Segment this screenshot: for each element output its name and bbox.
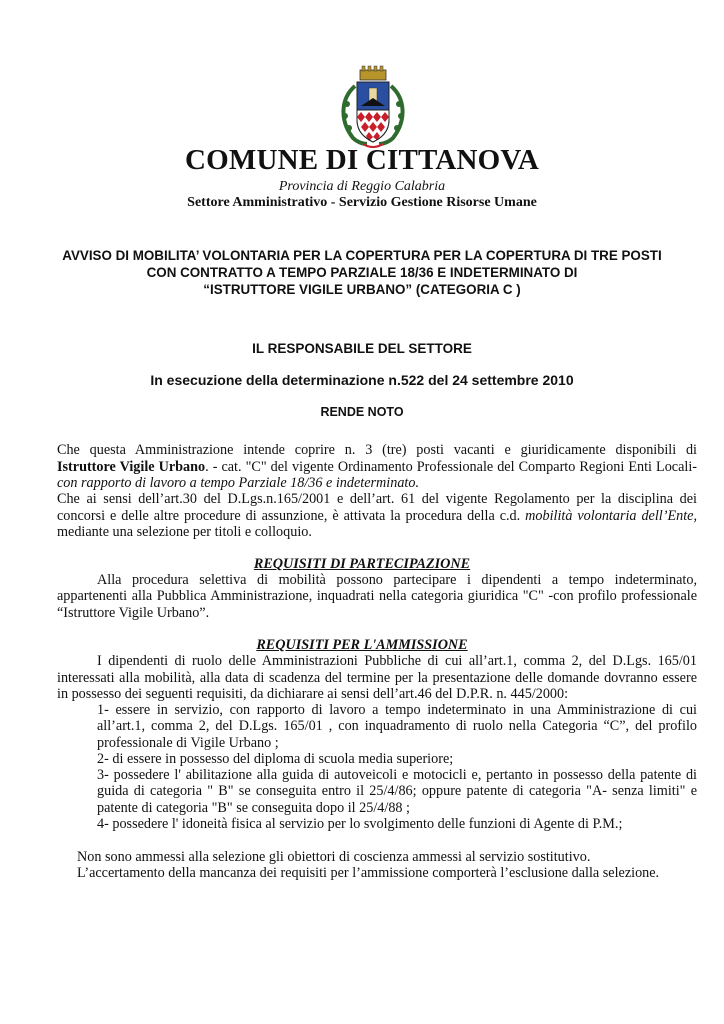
notice-title-line2: CON CONTRATTO A TEMPO PARZIALE 18/36 E INDETERMINATO DI bbox=[146, 265, 578, 280]
intro-p2-italic: mobilità volontaria dell’Ente, bbox=[525, 508, 697, 524]
province-subtitle: Provincia di Reggio Calabria bbox=[278, 179, 446, 194]
requirements-admission-heading: REQUISITI PER L'AMMISSIONE bbox=[256, 637, 468, 653]
intro-line3: con rapporto di lavoro a tempo Parziale 18/36 e indeterminato. bbox=[57, 475, 420, 491]
section2-line3: in possesso dei seguenti requisiti, da dichiarare ai sensi dell’art.46 del D.P.R. n. 445/2000: bbox=[57, 686, 569, 702]
responsible-heading: IL RESPONSABILE DEL SETTORE bbox=[252, 341, 472, 356]
section1-line3: “Istruttore Vigile Urbano”. bbox=[57, 605, 210, 621]
execution-line: In esecuzione della determinazione n.522 del 24 settembre 2010 bbox=[150, 372, 574, 388]
closing-line2: L’accertamento della mancanza dei requisiti per l’ammissione comporterà l’esclusione dalla selezione. bbox=[77, 865, 660, 881]
section2-line1: I dipendenti di ruolo delle Amministrazioni Pubbliche di cui all’art.1, comma 2, del D.Lgs. 165/01 bbox=[97, 653, 697, 669]
requirement-1-line3: professionale di Vigile Urbano ; bbox=[97, 735, 279, 751]
requirement-3-line3: patente di categoria "B" se conseguita dopo il 25/4/88 ; bbox=[97, 800, 410, 816]
intro-p2-line1: Che ai sensi dell’art.30 del D.Lgs.n.165/2001 e dell’art. 61 del vigente Regolamento per la disciplina dei bbox=[57, 491, 697, 507]
requirement-4: 4- possedere l' idoneità fisica al servizio per lo svolgimento delle funzioni di Agente di P.M.; bbox=[97, 816, 623, 832]
section1-line1: Alla procedura selettiva di mobilità possono partecipare i dipendenti a tempo indeterminato, bbox=[97, 572, 697, 588]
requirement-1-line2: all’art.1, comma 2, del D.Lgs. 165/01 , con inquadramento di ruolo nella Categoria “C”, del profilo bbox=[97, 718, 697, 734]
section1-line2: appartenenti alla Pubblica Amministrazione, inquadrati nella categoria giuridica "C" -con profilo professionale bbox=[57, 588, 697, 604]
intro-p2-text: concorsi e delle altre procedure di assunzione, è attivata la procedura della c.d. bbox=[57, 508, 521, 524]
municipality-title: COMUNE DI CITTANOVA bbox=[185, 144, 539, 176]
sector-subtitle: Settore Amministrativo - Servizio Gestione Risorse Umane bbox=[187, 195, 537, 210]
rende-noto-heading: RENDE NOTO bbox=[320, 405, 404, 419]
notice-title-line3: “ISTRUTTORE VIGILE URBANO” (CATEGORIA C ) bbox=[203, 282, 521, 297]
section2-line2: interessati alla mobilità, alla data di scadenza del termine per la presentazione delle domande dovranno essere bbox=[57, 670, 697, 686]
intro-category: . - cat. "C" del vigente Ordinamento Professionale del Comparto Regioni Enti Locali- bbox=[205, 459, 697, 475]
closing-line1: Non sono ammessi alla selezione gli obiettori di coscienza ammessi al servizio sostitutivo. bbox=[77, 849, 591, 865]
requirement-2: 2- di essere in possesso del diploma di scuola media superiore; bbox=[97, 751, 454, 767]
intro-line1: Che questa Amministrazione intende coprire n. 3 (tre) posti vacanti e giuridicamente disponibili di bbox=[57, 442, 697, 458]
coat-of-arms-icon bbox=[333, 64, 413, 150]
requirement-3-line1: 3- possedere l' abilitazione alla guida di autoveicoli e motocicli e, pertanto in possesso della patente di bbox=[97, 767, 697, 783]
intro-p2-line2 bbox=[57, 508, 697, 525]
intro-p2-line3: mediante una selezione per titoli e colloquio. bbox=[57, 524, 312, 540]
requirement-1-line1: 1- essere in servizio, con rapporto di lavoro a tempo indeterminato in una Amministrazione di cui bbox=[97, 702, 697, 718]
notice-title-line1: AVVISO DI MOBILITA’ VOLONTARIA PER LA COPERTURA PER LA COPERTURA DI TRE POSTI bbox=[62, 248, 662, 263]
requirements-participation-heading: REQUISITI DI PARTECIPAZIONE bbox=[253, 556, 471, 572]
intro-job-title: Istruttore Vigile Urbano bbox=[57, 459, 206, 475]
requirement-3-line2: guida di categoria " B" se conseguita entro il 25/4/86; oppure patente di categoria "A- senza limiti" e bbox=[97, 783, 697, 799]
intro-line2 bbox=[57, 459, 697, 476]
